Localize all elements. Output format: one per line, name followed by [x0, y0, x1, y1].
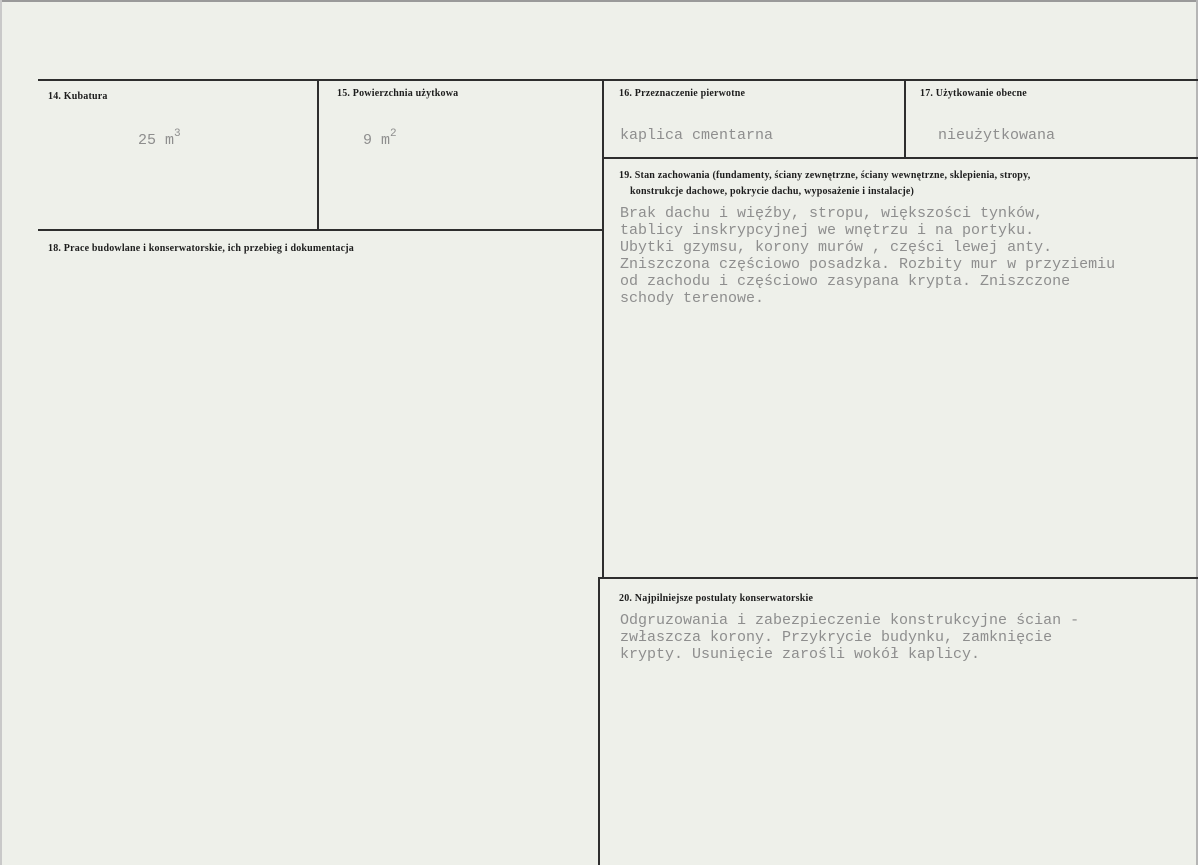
- field-19-line: Zniszczona częściowo posadzka. Rozbity mur w przyziemiu: [620, 256, 1116, 273]
- field-19-line: schody terenowe.: [620, 290, 765, 307]
- field-19-line: Brak dachu i więźby, stropu, większości tynków,: [620, 205, 1044, 222]
- field-20-line: krypty. Usunięcie zarośli wokół kaplicy.: [620, 646, 981, 663]
- field-15-number: 9 m: [363, 132, 391, 149]
- field-17-value: nieużytkowana: [938, 127, 1056, 144]
- field-19-line: Ubytki gzymsu, korony murów , części lewej anty.: [620, 239, 1053, 256]
- divider-16-17: [904, 79, 906, 158]
- field-14-unit-exponent: 3: [174, 128, 181, 140]
- field-19-line: od zachodu i częściowo zasypana krypta. Zniszczone: [620, 273, 1071, 290]
- field-20-text: [620, 612, 1079, 663]
- rule-below-14-15: [38, 229, 603, 231]
- divider-left-right-lower: [598, 577, 600, 865]
- field-16-value: kaplica cmentarna: [620, 127, 774, 144]
- divider-14-15: [317, 79, 319, 230]
- field-14-value: [138, 128, 181, 149]
- divider-left-right-upper: [602, 79, 604, 577]
- field-19-text: [620, 205, 1115, 307]
- field-14-number: 25 m: [138, 132, 175, 149]
- rule-below-16-17: [603, 157, 1198, 159]
- field-19-label-line-1: 19. Stan zachowania (fundamenty, ściany zewnętrzne, ściany wewnętrzne, sklepienia, stropy,: [619, 170, 1031, 181]
- field-19-label-line-2: konstrukcje dachowe, pokrycie dachu, wyposażenie i instalacje): [630, 186, 915, 197]
- field-14-label: 14. Kubatura: [48, 91, 108, 102]
- field-20-label: 20. Najpilniejsze postulaty konserwatorskie: [619, 593, 814, 604]
- top-rule: [38, 79, 1198, 81]
- field-18-label: 18. Prace budowlane i konserwatorskie, ich przebieg i dokumentacja: [48, 243, 354, 254]
- rule-above-20: [598, 577, 1198, 579]
- field-15-value: [363, 128, 397, 149]
- field-20-line: zwłaszcza korony. Przykrycie budynku, zamknięcie: [620, 629, 1053, 646]
- card-top-edge: [0, 0, 1198, 2]
- field-19-line: tablicy inskrypcyjnej we wnętrzu i na portyku.: [620, 222, 1035, 239]
- field-16-label: 16. Przeznaczenie pierwotne: [619, 88, 746, 99]
- field-17-label: 17. Użytkowanie obecne: [920, 88, 1027, 99]
- field-15-label: 15. Powierzchnia użytkowa: [337, 88, 459, 99]
- card-left-edge: [0, 0, 2, 865]
- field-20-line: Odgruzowania i zabezpieczenie konstrukcyjne ścian -: [620, 612, 1080, 629]
- field-15-unit-exponent: 2: [390, 128, 397, 140]
- field-18-empty-area: [40, 262, 595, 852]
